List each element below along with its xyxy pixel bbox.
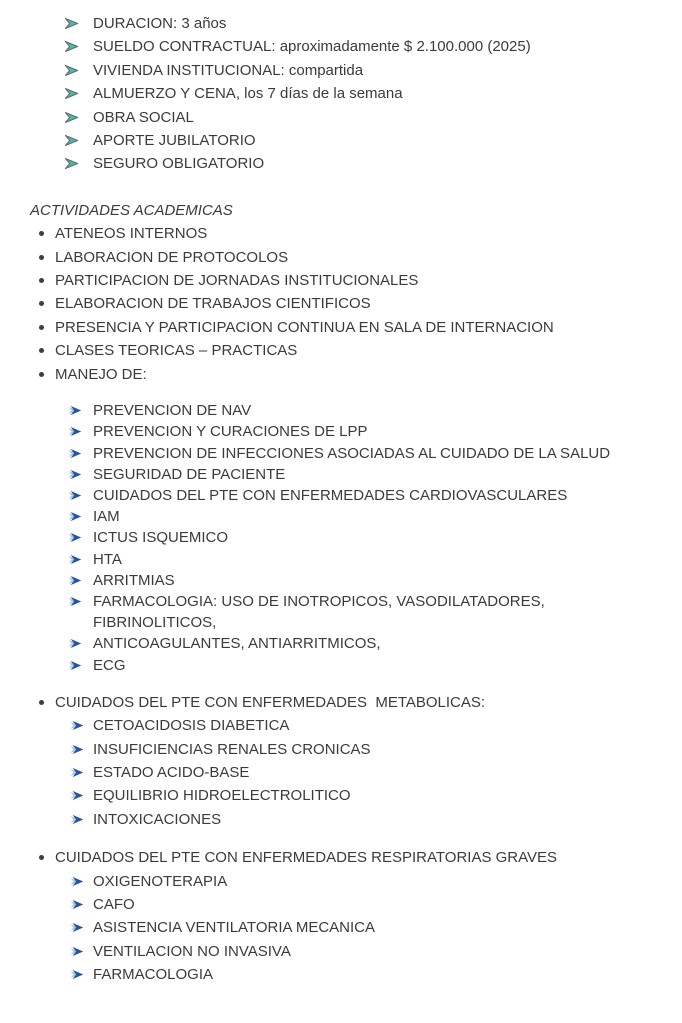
- list-item: [70, 870, 658, 893]
- list-item: [70, 738, 658, 761]
- blue-arrow-bullet-icon: [68, 575, 82, 586]
- list-item-text: DURACION: 3 años: [93, 15, 227, 32]
- list-item-text: OBRA SOCIAL: [93, 108, 194, 126]
- list-item-text: ANTICOAGULANTES, ANTIARRITMICOS,: [93, 635, 381, 653]
- teal-arrow-bullet-icon: [63, 40, 80, 53]
- list-item: [70, 893, 658, 916]
- list-item-text: SUELDO CONTRACTUAL: aproximadamente $ 2.100.000 (2025): [93, 38, 531, 56]
- manejo-sublist: [68, 400, 658, 676]
- list-item: [70, 714, 658, 737]
- list-item-text: CUIDADOS DEL PTE CON ENFERMEDADES CARDIOVASCULARES: [93, 486, 568, 504]
- list-item: [68, 549, 658, 570]
- bullet-dot-icon: [39, 301, 44, 306]
- list-item-text: CETOACIDOSIS DIABETICA: [93, 717, 290, 735]
- list-item: [63, 152, 658, 175]
- blue-arrow-bullet-icon: [70, 767, 84, 778]
- blue-arrow-bullet-icon: [70, 814, 84, 825]
- list-item-text: VENTILACION NO INVASIVA: [93, 942, 291, 960]
- teal-arrow-bullet-icon: [63, 17, 80, 30]
- blue-arrow-bullet-icon: [68, 511, 82, 522]
- list-item: [39, 339, 658, 362]
- list-item-text: INTOXICACIONES: [93, 810, 222, 828]
- list-item-text: CUIDADOS DEL PTE CON ENFERMEDADES RESPIRATORIAS GRAVES: [55, 849, 558, 867]
- list-item: [68, 421, 658, 442]
- blue-arrow-bullet-icon: [70, 969, 84, 980]
- list-item: [63, 59, 658, 82]
- teal-arrow-bullet-icon: [63, 111, 80, 124]
- list-item: [68, 633, 658, 654]
- list-item-text: CLASES TEORICAS – PRACTICAS: [55, 342, 298, 360]
- bullet-dot-icon: [39, 255, 44, 260]
- list-item: [63, 35, 658, 58]
- list-item-text: FARMACOLOGIA: USO DE INOTROPICOS, VASODILATADORES, FIBRINOLITICOS,: [93, 592, 549, 632]
- list-item: [68, 464, 658, 485]
- list-item-text: LABORACION DE PROTOCOLOS: [55, 248, 289, 266]
- blue-arrow-bullet-icon: [70, 744, 84, 755]
- list-item-text: ESTADO ACIDO-BASE: [93, 763, 250, 781]
- list-item: [70, 784, 658, 807]
- list-item: [63, 106, 658, 129]
- list-item: [70, 761, 658, 784]
- list-item-text: INSUFICIENCIAS RENALES CRONICAS: [93, 740, 371, 758]
- list-item-text: HTA: [93, 550, 122, 568]
- teal-arrow-bullet-icon: [63, 87, 80, 100]
- blue-arrow-bullet-icon: [70, 876, 84, 887]
- blue-arrow-bullet-icon: [68, 469, 82, 480]
- blue-arrow-bullet-icon: [68, 490, 82, 501]
- blue-arrow-bullet-icon: [70, 720, 84, 731]
- respiratory-sublist: [70, 870, 658, 987]
- list-item-text: FARMACOLOGIA: [93, 966, 214, 984]
- list-item-text: CAFO: [93, 895, 135, 913]
- list-item: [68, 506, 658, 527]
- list-item: [39, 269, 658, 292]
- academic-activities-list: [39, 222, 658, 386]
- blue-arrow-bullet-icon: [68, 405, 82, 416]
- list-item: [39, 316, 658, 339]
- teal-arrow-bullet-icon: [63, 134, 80, 147]
- list-item-text: SEGURIDAD DE PACIENTE: [93, 465, 286, 483]
- bullet-dot-icon: [39, 855, 44, 860]
- respiratory-label-row: [39, 846, 658, 869]
- blue-arrow-bullet-icon: [68, 532, 82, 543]
- blue-arrow-bullet-icon: [70, 899, 84, 910]
- respiratory-block: [30, 846, 658, 986]
- metabolic-block: [30, 691, 658, 831]
- list-item: [68, 591, 658, 633]
- list-item: [39, 246, 658, 269]
- list-item-text: PREVENCION DE INFECCIONES ASOCIADAS AL CUIDADO DE LA SALUD: [93, 444, 611, 462]
- list-item-text: SEGURO OBLIGATORIO: [93, 155, 265, 173]
- list-item-text: ASISTENCIA VENTILATORIA MECANICA: [93, 919, 376, 937]
- blue-arrow-bullet-icon: [70, 922, 84, 933]
- blue-arrow-bullet-icon: [68, 596, 82, 607]
- section-heading-actividades-academicas: ACTIVIDADES ACADEMICAS: [30, 201, 233, 219]
- list-item-text: PARTICIPACION DE JORNADAS INSTITUCIONALES: [55, 272, 419, 290]
- list-item-text: ICTUS ISQUEMICO: [93, 529, 229, 547]
- blue-arrow-bullet-icon: [70, 790, 84, 801]
- list-item: [68, 527, 658, 548]
- blue-arrow-bullet-icon: [68, 660, 82, 671]
- list-item: [39, 691, 658, 714]
- list-item: [63, 12, 658, 35]
- blue-arrow-bullet-icon: [70, 946, 84, 957]
- benefits-list: [63, 12, 658, 176]
- blue-arrow-bullet-icon: [68, 638, 82, 649]
- list-item: [68, 443, 658, 464]
- list-item: [63, 129, 658, 152]
- blue-arrow-bullet-icon: [68, 554, 82, 565]
- bullet-dot-icon: [39, 278, 44, 283]
- metabolic-label-row: [39, 691, 658, 714]
- bullet-dot-icon: [39, 700, 44, 705]
- bullet-dot-icon: [39, 348, 44, 353]
- list-item-text: PRESENCIA Y PARTICIPACION CONTINUA EN SALA DE INTERNACION: [55, 318, 554, 336]
- list-item-text: PREVENCION Y CURACIONES DE LPP: [93, 423, 368, 441]
- list-item: [70, 963, 658, 986]
- list-item: [70, 940, 658, 963]
- teal-arrow-bullet-icon: [63, 64, 80, 77]
- list-item: [39, 846, 658, 869]
- list-item-text: CUIDADOS DEL PTE CON ENFERMEDADES METABOLICAS:: [55, 693, 486, 711]
- list-item-text: EQUILIBRIO HIDROELECTROLITICO: [93, 787, 351, 805]
- list-item-text: ARRITMIAS: [93, 571, 175, 589]
- list-item: [70, 916, 658, 939]
- bullet-dot-icon: [39, 231, 44, 236]
- list-item-text: APORTE JUBILATORIO: [93, 132, 256, 150]
- bullet-dot-icon: [39, 325, 44, 330]
- list-item: [39, 222, 658, 245]
- list-item: [68, 485, 658, 506]
- list-item-text: IAM: [93, 508, 120, 526]
- list-item-text: ECG: [93, 656, 126, 674]
- list-item: [68, 570, 658, 591]
- list-item-text: OXIGENOTERAPIA: [93, 872, 228, 890]
- list-item-text: VIVIENDA INSTITUCIONAL: compartida: [93, 61, 364, 79]
- blue-arrow-bullet-icon: [68, 426, 82, 437]
- list-item: [68, 400, 658, 421]
- list-item-text: ALMUERZO Y CENA, los 7 días de la semana: [93, 85, 403, 103]
- list-item-text: ATENEOS INTERNOS: [55, 225, 208, 243]
- list-item: [70, 808, 658, 831]
- blue-arrow-bullet-icon: [68, 448, 82, 459]
- list-item: [63, 82, 658, 105]
- list-item: [68, 655, 658, 676]
- list-item: [39, 292, 658, 315]
- list-item-text: ELABORACION DE TRABAJOS CIENTIFICOS: [55, 295, 371, 313]
- list-item-text: PREVENCION DE NAV: [93, 402, 252, 420]
- list-item: [39, 363, 658, 386]
- bullet-dot-icon: [39, 372, 44, 377]
- metabolic-sublist: [70, 714, 658, 831]
- teal-arrow-bullet-icon: [63, 157, 80, 170]
- list-item-text: MANEJO DE:: [55, 365, 147, 383]
